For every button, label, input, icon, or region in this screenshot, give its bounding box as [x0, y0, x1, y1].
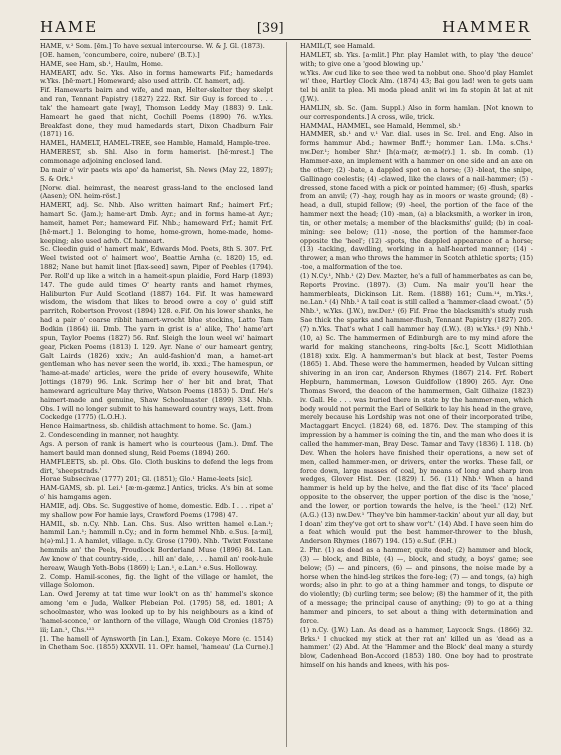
header-left-word: HAME [40, 18, 99, 36]
entry-paragraph: [Norw. dial. heimrast, the nearest grass-land to the enclosed land (Aasen); ON. heim-röst.] [40, 183, 273, 201]
entry-paragraph: HAMEART, adv. Sc. Yks. Also in forms hamewarts Fif.; hamedards w.Yks. [hē·mərt.] Homeward; also used attrib. Cf. hamert, adj. [40, 68, 273, 86]
text-columns [40, 42, 533, 747]
entry-paragraph: HAMFLEETS, sb. pl. Obs. Glo. Cloth buskins to defend the legs from dirt, 'sheepstrads.' [40, 457, 273, 475]
entry-paragraph: w.Yks. Aw cud like to see thee wed ta nobbut one. Shoo'd play Hamlet wi' thee, Hartley Clock Alm. (1874) 43; Bai gou lad! wen te gets uam tel bi anlit ta plea. Mi moda plead anlit wi im fa stopin ăt lat at nit (J.W.). [300, 68, 533, 104]
entry-paragraph: HAME, see Ham, sb.¹, Haulm, Home. [40, 59, 163, 68]
running-header [40, 10, 531, 40]
entry-paragraph: 2. Phr. (1) as dead as a hammer, quite dead; (2) hammer and block, (3) — block, and Bible, (4) —, block, and study, a boys' game; see below; (5) — and pincers, (6) — and pinsons, the noise made by a horse when the hind-leg strikes the fore-leg; (7) — and tongs, (a) high words; also in phr. to go at a thing hammer and tongs, to dispute or do violently; (b) curling term; see below; (8) the hammer of it, the pith of a message; the principal cause of anything; (9) to go at a thing hammer and pincers, to set about a thing with determination and force. [300, 546, 533, 625]
entry-paragraph: HAMIE, adj. Obs. Sc. Suggestive of home, domestic. Edb. I . . . ripet a' my shallow pow For hamie lays, Crawford Poems (1798) 47. [40, 501, 273, 519]
right-column [300, 42, 533, 747]
entry-paragraph: HAMERT, adj. Sc. Nhb. Also written haimart Rnf.; haimert Frf.; hamart Sc. (Jam.); hame·art Dmb. Ayr.; and in forms hame-at Ayr.; hameit, hamet Per.; hameward Fif. Nhb.; hameward Frf.; hamit Frf. [hē·mərt.] 1. Belonging to home, home-grown, home-made, home-keeping; also used advb. Cf. hameart. [40, 201, 273, 245]
entry-paragraph: HAMEREST, sb. Shl. Also in form hamerist. [hē·mrest.] The commonage adjoining enclosed land. [40, 148, 273, 165]
page-number: [39] [256, 21, 284, 36]
header-right-word: HAMMER [442, 18, 531, 36]
entry-paragraph: HAMLIN, sb. Sc. (Jam. Suppl.) Also in form hamlan. [Not known to our correspondents.] A cross, wile, trick. [300, 103, 533, 121]
entry-paragraph: Sc. Cleedin guid o' hamert mak', Edwards Mod. Poets, 8th S. 307. Frf. Weel twisted oot o' haimert woo', Beattie Arnha (c. 1820) 15, ed. 1882; Nane but hamit linet [flax-seed] sawn, Piper of Peebles (1794). Per. Roll'd up like a witch in a hameit-spun plaidie, Ford Harp (1893) 147. The gude auld times O' hearty rants and hamet rhymes, Haliburton Fur Auld Scotland (1887) 164. Fif. It was hameward wisdom, the wisdom that likes to brood owre a coy o' guid stiff parritch, Robertson Provost (1894) 128. e.Fif. On his lower shanks, he had a pair o' coarse ribbit hamert-wrocht blue stockins, Latto Tam Bodkin (1864) iii. Dmb. The yarn in grist is a' alike, Tho' hame'art spun, Taylor Poems (1827) 56. Rnf. Sleigh the loun weel wi' haimart gear, Picken Poems (1813) I. 129. Ayr. Nane o' our hameart gentry, Galt Lairds (1826) xxiv.; An auld-fashion'd man, a hamet-art gentleman who has never seen the world, ib. xxxi.; The hamespun, or 'hame-at-made' articles, were the pride of every housewife, White Jottings (1879) 96. Lnk. Scrimp her o' her bit and brat, That hameward agriculture May thrive, Watson Poems (1853) 5. Dmf. He's haimert-made and genuine, Shaw Schoolmaster (1899) 334. Nhb. Obs. I will no longer submit to his hameward country ways, Lett. from Cockedge (1775) (L.O.H.). [40, 245, 273, 422]
entry-paragraph: (1) n.Cy. (J.W.) Lan. As dead as a hammer, Laycock Sngs. (1866) 32. Brks.¹ I chucked my stick at ther rat an' killed un as 'dead as a hammer.' (2) Abd. At the 'Hammer and the Block' deal many a sturdy blow, Cadenhead Bon-Accord (1853) 180. One boy had to prostrate himself on his hands and knees, with his pos- [300, 625, 533, 670]
entry-paragraph: [1. The hamell of Aynsworth [in Lan.], Exam. Cokeye More (c. 1514) in Chetham Soc. (1855) XXXVII. 11. OFr. hamel, 'hameau' (La Curne).] [40, 634, 273, 652]
entry-paragraph: HAME, v.² Som. [ēm.] To have sexual intercourse. W. & J. Gl. (1873). [40, 42, 265, 50]
entry-paragraph: Da mair o' wir paets wis apo' da hamerist, Sh. News (May 22, 1897); S. & Ork.¹ [40, 165, 273, 183]
entry-paragraph: HAMEL, HAMELT, HAMEL-TREE, see Hamble, Hamald, Hample-tree. [40, 139, 271, 148]
entry-paragraph: HAMMAL, HAMMEL, see Hamald, Hemmel, sb.¹ [300, 121, 461, 130]
entry-paragraph: [OE. hamen, 'concumbere, coire, nubere' (B.T.).] [40, 50, 200, 59]
entry-paragraph: HAMMER, sb.¹ and v.¹ Var. dial. uses in Sc. Irel. and Eng. Also in forms hammur Abd.; hawmer Bnff.¹; hommer Lan. I.Ma. s.Chs.¹ nw.Der.¹; homber Shr.¹ [h(a·mə(r, æ·mə(r).] 1. sb. In comb. (1) Hammer-axe, an implement with a hammer on one side and an axe on the other; (2) -bate, a dappled spot on a horse; (3) -bleat, the snipe, Gallinago coelestis; (4) -clawed, like the claws of a nail-hammer; (5) -dressed, stone faced with a pick or pointed hammer; (6) -flush, sparks from an anvil; (7) -hay, rough hay as in moors or waste ground; (8) -head, a dull, stupid fellow; (9) -heel, the portion of the face of the hammer next the head; (10) -man, (a) a blacksmith, a worker in iron, tin, or other metals; a member of the blacksmiths' guild; (b) in coal-mining: see below; (11) -nose, the portion of the hammer-face opposite the 'heel'; (12) -spots, the dappled appearance of a horse; (13) -tacking, dawdling, working in a half-hearted manner; (14) -thrower, a man who throws the hammer in Scotch athletic sports; (15) -toe, a malformation of the toe. [300, 130, 533, 272]
entry-paragraph: Horae Subsecivae (1777) 201; Gl. (1851); Glo.¹ Hame-leets [sic]. [40, 475, 253, 484]
entry-paragraph: HAMIL, sb. n.Cy. Nhb. Lan. Chs. Sus. Also written hamel e.Lan.¹; hammil Lan.¹; hammill n.Cy.; and in form hemmel Nhb. e.Sus. [a·mi], h(ə)·ml.] 1. A hamlet, village. n.Cy. Grose (1790). Nhb. 'Twixt Foxstane hemmils an' the Peels, Proudlock Borderland Muse (1896) 84. Lan. Aw know o' that country-side, . . . hill an' dale, . . . hamil an' rook-hule hereaw, Waugh Yeth-Bobs (1869) i; Lan.¹, e.Lan.¹ e.Sus. Holloway. [40, 519, 273, 572]
entry-paragraph: Fif. Hamewarts bairn and wife, and man, Helter-skelter they skelpt and ran, Tennant Papistry (1827) 222. Rxf. Sir Guy is forced to . . . tak' the hameart gate [way], Thomson Leddy May (1883) 9. Lnk. Hameart he gaed that nicht, Cochill Poems (1890) 76. w.Yks. Breakfast done, they mud hamedards start, Dixon Chadburn Fair (1871) 16. [40, 86, 273, 139]
left-column [40, 42, 273, 747]
entry-paragraph: HAMLET, sb. Yks. [a·mlit.] Phr. play Hamlet with, to play 'the deuce' with; to give one a 'good blowing up.' [300, 50, 533, 68]
entry-paragraph: 2. Condescending in manner, not haughty. [40, 431, 179, 440]
entry-paragraph: (1) N.Cy.¹, Nhb.¹ (2) Dev. Mazter, he's a full of hammerbates as can be, Reports Provinc. (1897). (3) Cum. Na mair you'll hear the hammerbleats, Dickinson Lit. Rem. (1888) 161; Cum.¹⁴, m.Yks.¹, ne.Lan.¹ (4) Nhb.¹ A tail coat is still called a 'hammer-claad cwoat.' (5) Nhb.¹, w.Yks. (J.W.), nw.Der.¹ (6) Fif. Frae the blacksmith's study rush Sae thick the sparks and hammer-flush, Tennant Papistry (1827) 205. (7) n.Yks. That's what I call hammer hay (I.W.). (8) w.Yks.¹ (9) Nhb.¹ (10, a) Sc. The hammermen of Edinburgh are to my mind afore the warld for making stancheons, ring-bolts [&c.], Scott Midlothian (1818) xxix. Elg. A hammerman's but black at best, Tester Poems (1865) 1. Abd. These were the hammermen, headed by Vulcan sitting shivering in an iron car, Anderson Rhymes (1867) 214. Frf. Robert Hepburn, hammerman, Lowson Guidfollow (1890) 265. Ayr. One Thomas Sword, the deacon of the hammermen, Galt Gilhaize (1823) iv. Gall. He . . . was buried there in state by the hammer-men, which body would not permit the Earl of Selkirk to lay his head in the grave, merely because his Lordship was not one of their incorporated tribe, Mactaggart Encycl. (1824) 68, ed. 1876. Dev. The stamping of this impression by a hammer is coining the tin, and the man who does it is called the hammer-man, Bray Desc. Tamar and Tavy (1836) I. 118. (b) Dev. When the holers have finished their operations, a new set of men, called hammer-men, or drivers, enter the works. These fall, or force down, large masses of coal, by means of long and sharp iron wedges, Glover Hist. Der. (1829) I. 56. (11) Nhb.¹ When a hand hammer is held up by the helve, and the flat disc of its 'face' placed opposite to the observer, the upper portion of the disc is the 'nose,' and the lower, or portion towards the helve, is the 'heel.' (12) Nrf. (A.G.) (13) nw.Dev.¹ 'They've bin hammer-tackin' about yur all day, but I doan' zim they've got ort to shaw vor't.' (14) Abd. I have seen him do a feat which would put the best hammer-thrower to the blush, Anderson Rhymes (1867) 194. (15) e.Suf. (F.H.) [300, 271, 533, 546]
entry-paragraph: Lan. Owd Jeremy at tat time wur look't on as th' hammel's skonce among 'em e Juda, Walker Plebeian Pol. (1795) 58, ed. 1801; A schoolmaster, who was looked up to by his neighbours as a kind of 'hamel-sconce,' or lanthorn of the village, Waugh Old Cronies (1875) iii; Lan.¹, Chs.¹²³ [40, 590, 273, 634]
entry-paragraph: HAM-GAMS, sb. pl. Lei.¹ [æ·m-gæmz.] Antics, tricks. A's bin at some o' his hamgams agen. [40, 484, 273, 502]
entry-paragraph: 2. Comp. Hamil-scones, fig. the light of the village or hamlet, the village Solomon. [40, 572, 273, 590]
entry-paragraph: HAMIL(T, see Hamald. [300, 42, 375, 50]
entry-paragraph: Ags. A person of rank is hamert who is courteous (Jam.). Dmf. The hamert bauld man donned slung, Reid Poems (1894) 260. [40, 439, 273, 457]
entry-paragraph: Hence Haimartness, sb. childish attachment to home. Sc. (Jam.) [40, 422, 252, 431]
column-divider [286, 42, 287, 747]
